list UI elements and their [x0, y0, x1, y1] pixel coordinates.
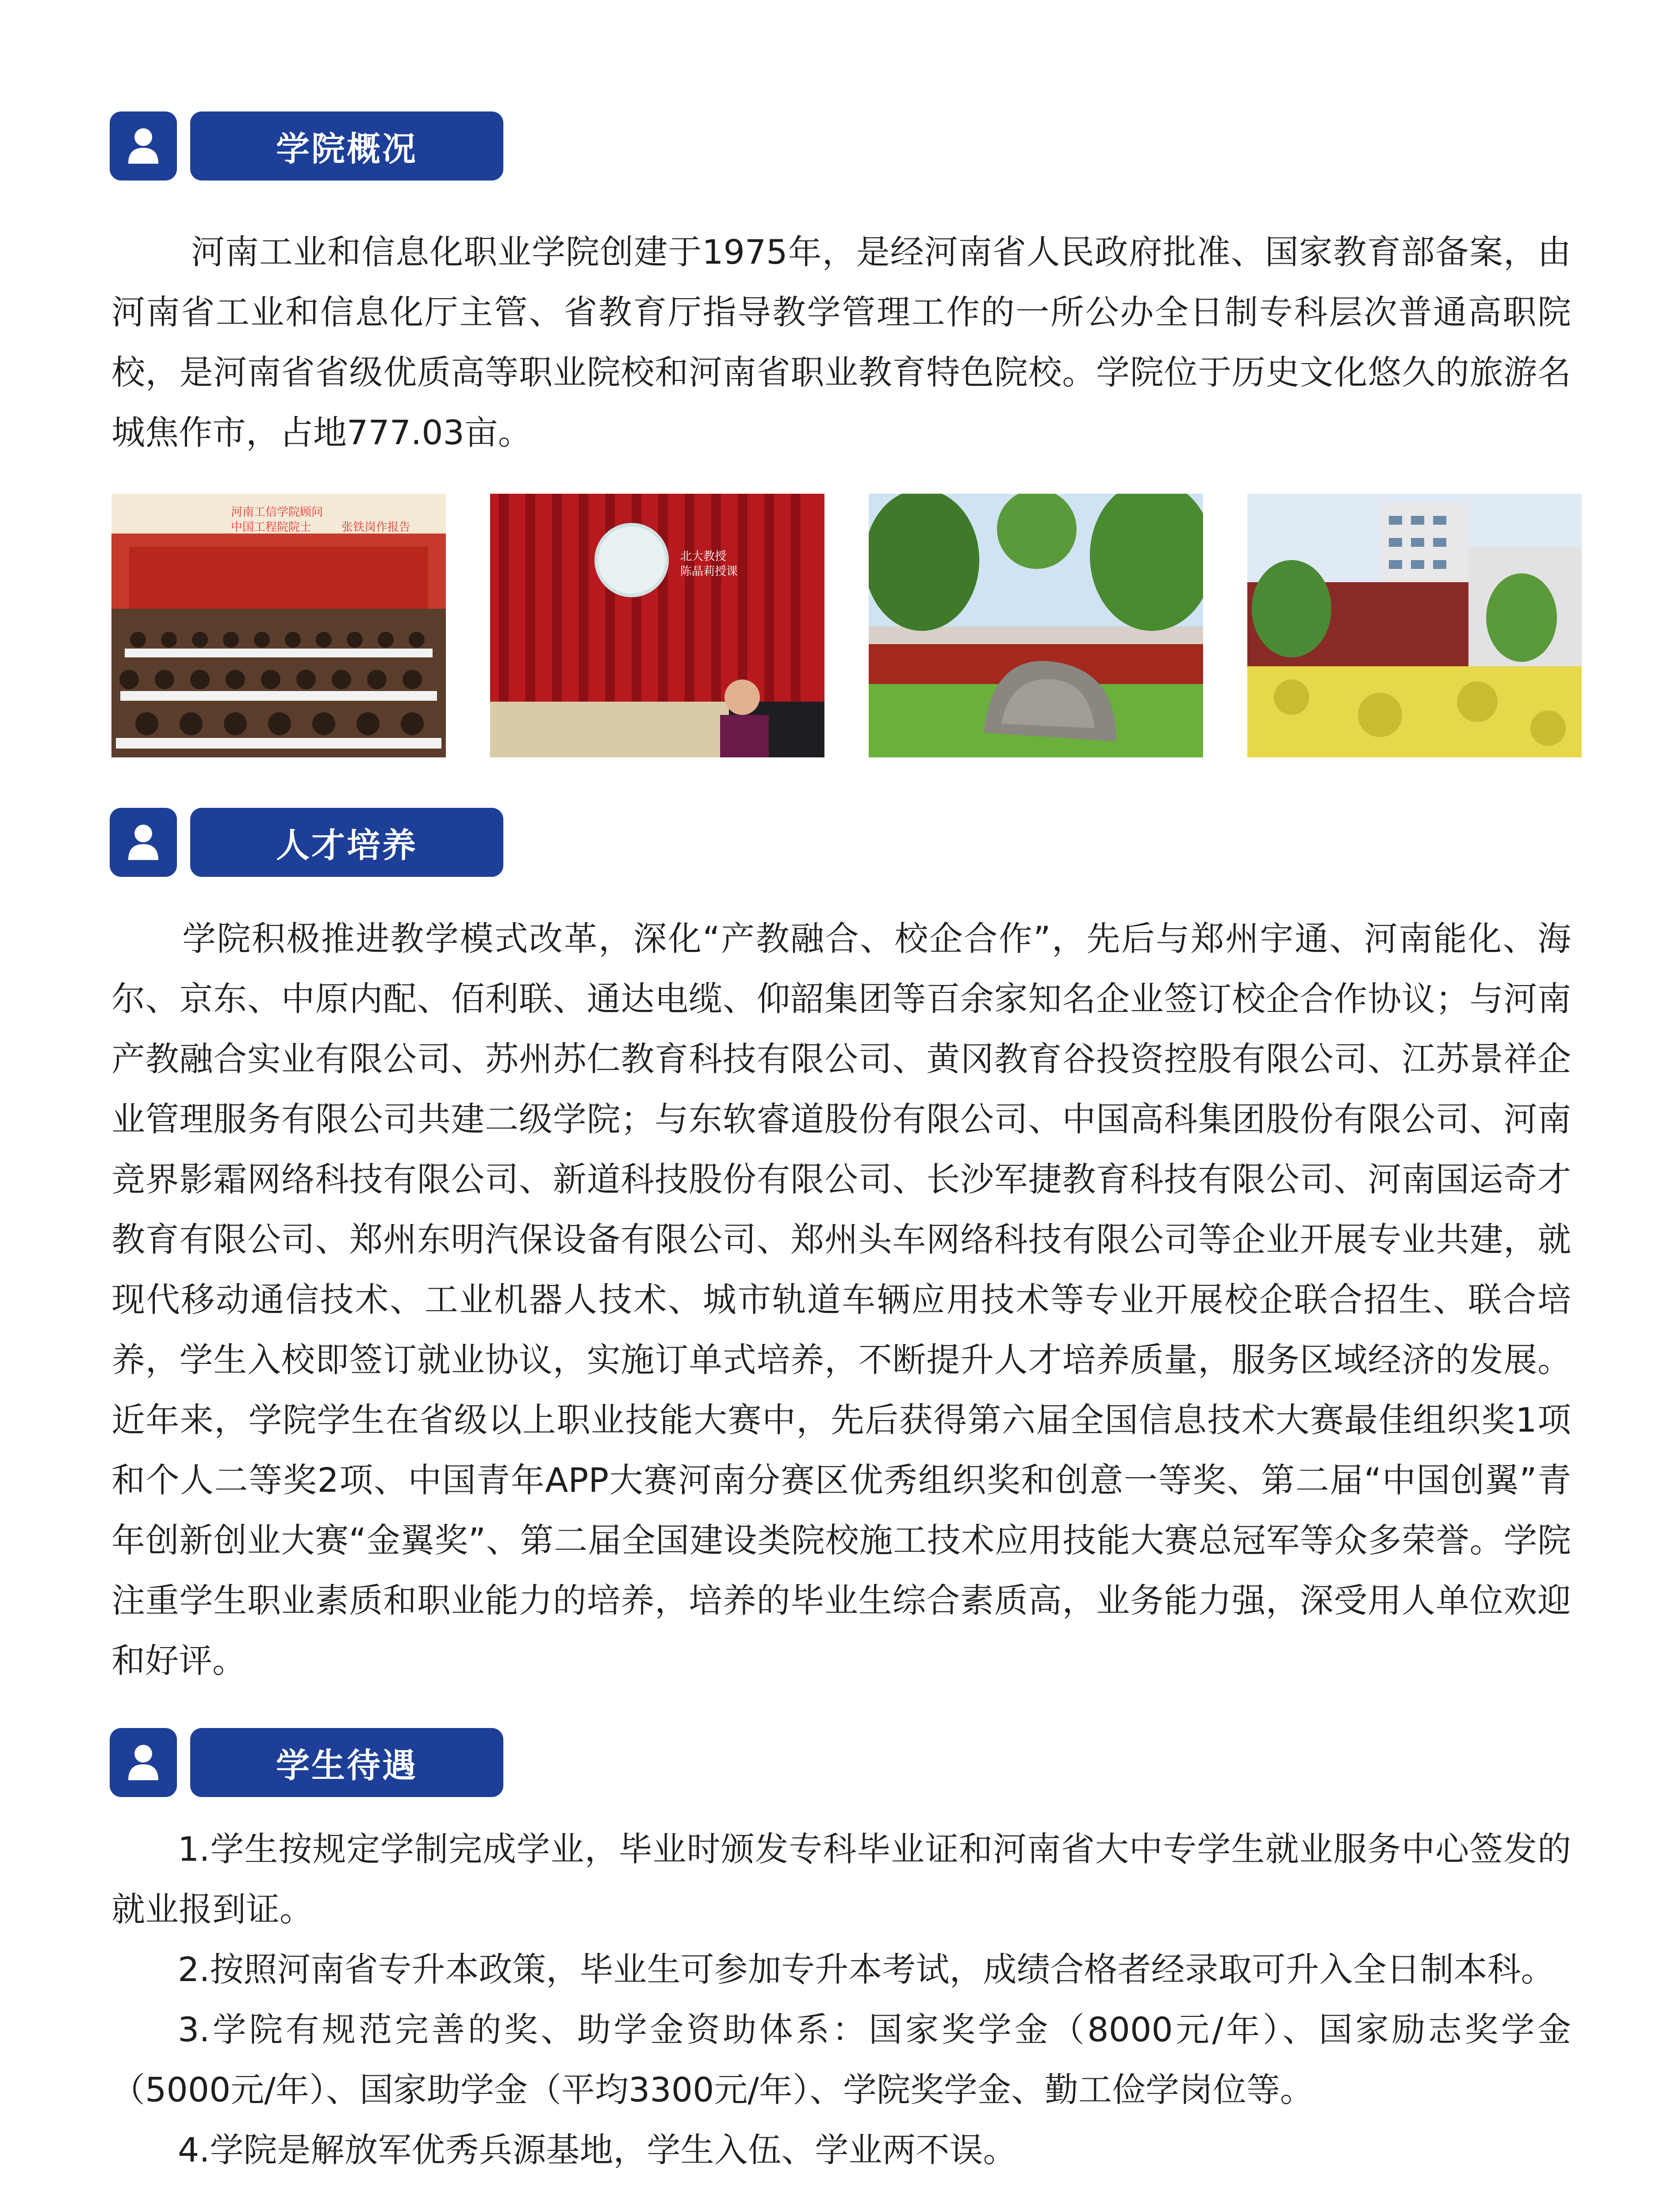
section-header-overview	[110, 111, 503, 180]
section-title: 学院概况	[190, 111, 503, 180]
photo1-caption-3: 张铁岗作报告	[341, 521, 411, 534]
benefit-item-2: 2.按照河南省专升本政策，毕业生可参加专升本考试，成绩合格者经录取可升入全日制本科。	[178, 1950, 1555, 1989]
benefit-item-1: 1.学生按规定学制完成学业，毕业时颁发专科毕业证和河南省大中专学生就业服务中心签发的就业报到证。	[111, 1829, 1571, 1929]
photo-lecture-hall	[111, 494, 446, 757]
user-icon	[110, 808, 177, 877]
user-icon	[110, 111, 177, 180]
section-header-benefits	[110, 1728, 503, 1797]
photo-campus-building	[1247, 494, 1582, 757]
photo2-caption-1: 北大教授	[680, 550, 727, 563]
benefit-item-3: 3.学院有规范完善的奖、助学金资助体系：国家奖学金（8000元/年）、国家励志奖学金（5000元/年）、国家助学金（平均3300元/年）、学院奖学金、勤工俭学岗位等。	[111, 2010, 1571, 2109]
photo-campus-rock	[869, 494, 1203, 757]
talent-paragraph: 学院积极推进教学模式改革，深化“产教融合、校企合作”，先后与郑州宇通、河南能化、海尔、京东、中原内配、佰利联、通达电缆、仰韶集团等百余家知名企业签订校企合作协议；与河南产教融合实业有限公司、苏州苏仁教育科技有限公司、黄冈教育谷投资控股有限公司、江苏景祥企业管理服务有限公司共建二级学院；与东软睿道股份有限公司、中国高科集团股份有限公司、河南竞界影霜网络科技有限公司、新道科技股份有限公司、长沙军捷教育科技有限公司、河南国运奇才教育有限公司、郑州东明汽保设备有限公司、郑州头车网络科技有限公司等企业开展专业共建，就现代移动通信技术、工业机器人技术、城市轨道车辆应用技术等专业开展校企联合招生、联合培养，学生入校即签订就业协议，实施订单式培养，不断提升人才培养质量，服务区域经济的发展。近年来，学院学生在省级以上职业技能大赛中，先后获得第六届全国信息技术大赛最佳组织奖1项和个人二等奖2项、中国青年APP大赛河南分赛区优秀组织奖和创意一等奖、第二届“中国创翼”青年创新创业大赛“金翼奖”、第二届全国建设类院校施工技术应用技能大赛总冠军等众多荣誉。学院注重学生职业素质和职业能力的培养，培养的毕业生综合素质高，业务能力强，深受用人单位欢迎和好评。	[111, 919, 1571, 1680]
section-title: 人才培养	[190, 808, 503, 877]
photo2-caption-2: 陈晶莉授课	[680, 565, 738, 578]
photo-professor-lecture	[490, 494, 824, 757]
benefits-list	[111, 1819, 1571, 2180]
section-header-talent	[110, 808, 503, 877]
benefit-item-4: 4.学院是解放军优秀兵源基地，学生入伍、学业两不误。	[178, 2130, 1017, 2170]
photo1-caption-2: 中国工程院院士	[231, 521, 312, 534]
user-icon	[110, 1728, 177, 1797]
section-title: 学生待遇	[190, 1728, 503, 1797]
photo1-caption-1: 河南工信学院顾问	[231, 506, 323, 519]
overview-paragraph: 河南工业和信息化职业学院创建于1975年，是经河南省人民政府批准、国家教育部备案，由河南省工业和信息化厅主管、省教育厅指导教学管理工作的一所公办全日制专科层次普通高职院校，是河南省省级优质高等职业院校和河南省职业教育特色院校。学院位于历史文化悠久的旅游名城焦作市，占地777.03亩。	[111, 232, 1571, 452]
